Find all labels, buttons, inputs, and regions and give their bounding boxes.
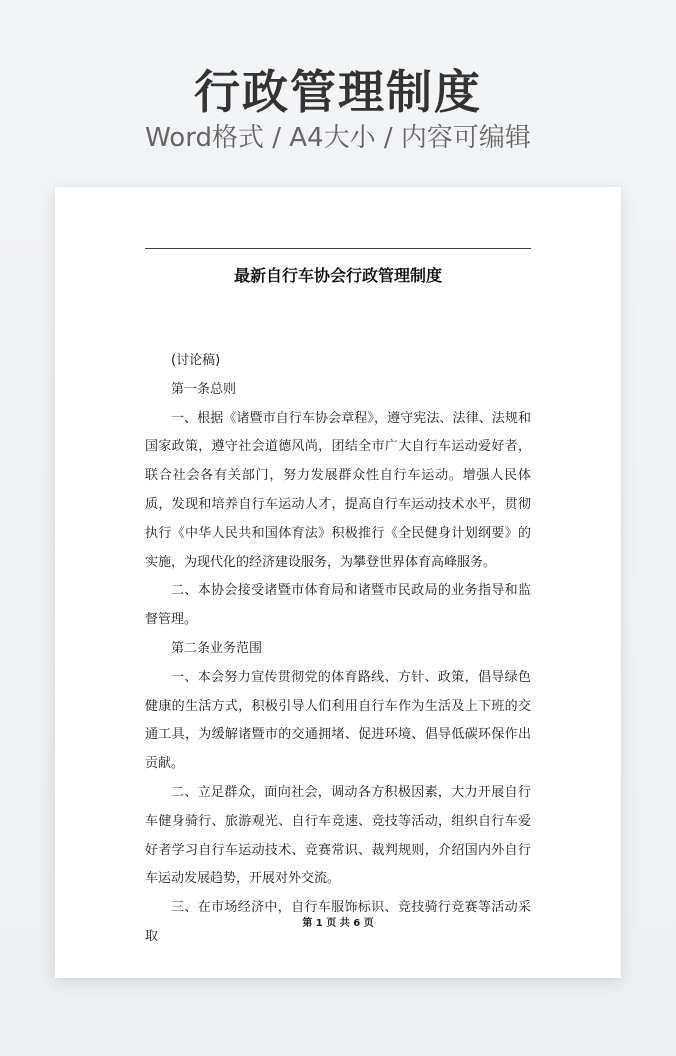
page-number: 第 1 页 共 6 页 <box>302 918 374 929</box>
hero-subtitle: Word格式 / A4大小 / 内容可编辑 <box>145 123 531 153</box>
paragraph: 二、本协会接受诸暨市体育局和诸暨市民政局的业务指导和监督管理。 <box>145 583 531 628</box>
document-page <box>55 187 621 978</box>
paragraph: 二、立足群众，面向社会，调动各方积极因素，大力开展自行车健身骑行、旅游观光、自行车竞速、竞技等活动，组织自行车爱好者学习自行车运动技术、竞赛常识、裁判规则，介绍国内外自行车运动发展趋势，开展对外交流。 <box>145 784 531 887</box>
document-title: 最新自行车协会行政管理制度 <box>233 266 442 285</box>
paragraph-article-2-heading: 第二条业务范围 <box>171 640 263 656</box>
paragraph-draft-note: (讨论稿) <box>171 353 221 368</box>
document-body <box>145 347 531 952</box>
paragraph: 一、本会努力宣传贯彻党的体育路线、方针、政策，倡导绿色健康的生活方式，积极引导人们利用自行车作为生活及上下班的交通工具，为缓解诸暨市的交通拥堵、促进环境、倡导低碳环保作出贡献。 <box>145 669 531 772</box>
header-rule <box>145 248 531 249</box>
hero-title: 行政管理制度 <box>194 65 482 119</box>
paragraph-article-1-heading: 第一条总则 <box>171 381 237 397</box>
paragraph: 一、根据《诸暨市自行车协会章程》，遵守宪法、法律、法规和国家政策，遵守社会道德风尚，团结全市广大自行车运动爱好者，联合社会各有关部门，努力发展群众性自行车运动。增强人民体质，发现和培养自行车运动人才，提高自行车运动技术水平，贯彻执行《中华人民共和国体育法》积极推行《全民健身计划纲要》的实施，为现代化的经济建设服务，为攀登世界体育高峰服务。 <box>145 410 531 570</box>
paragraph: 三、在市场经济中，自行车服饰标识、竞技骑行竞赛等活动采取 <box>145 900 531 944</box>
